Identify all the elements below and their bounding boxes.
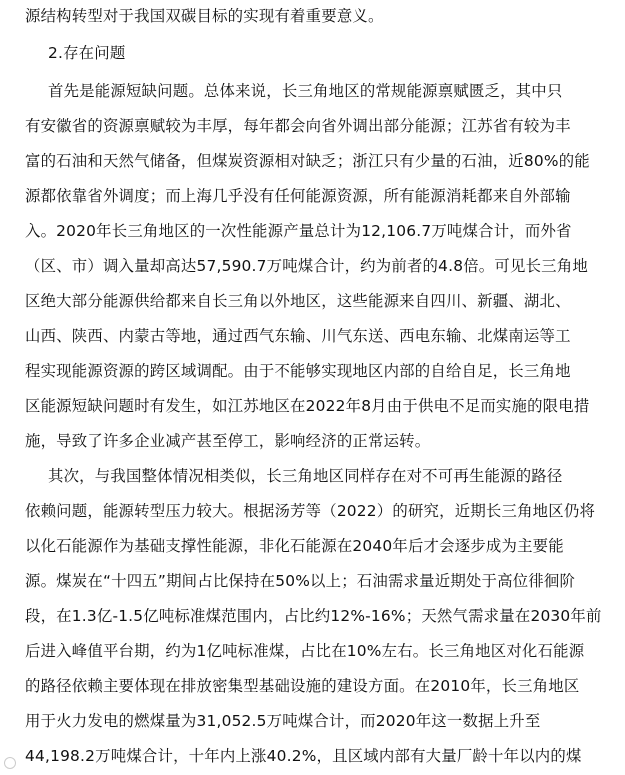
paragraph-line: 山西、陕西、内蒙古等地，通过西气东输、川气东送、西电东输、北煤南运等工: [25, 327, 571, 345]
paragraph-line: 首先是能源短缺问题。总体来说，长三角地区的常规能源禀赋匮乏，其中只: [48, 82, 563, 100]
paragraph-line: 以化石能源作为基础支撑性能源，非化石能源在2040年后才会逐步成为主要能: [25, 537, 564, 555]
watermark: [4, 757, 16, 769]
watermark-logo-icon: [4, 757, 16, 769]
paragraph-line: 有安徽省的资源禀赋较为丰厚，每年都会向省外调出部分能源；江苏省有较为丰: [25, 117, 571, 135]
paragraph-line: 44,198.2万吨煤合计，十年内上涨40.2%，且区域内部有大量厂龄十年以内的煤: [25, 747, 582, 765]
paragraph-line: 区能源短缺问题时有发生，如江苏地区在2022年8月由于供电不足而实施的限电措: [25, 397, 590, 415]
paragraph-line: 源。煤炭在“十四五”期间占比保持在50%以上；石油需求量近期处于高位徘徊阶: [25, 572, 576, 590]
paragraph-line: 依赖问题，能源转型压力较大。根据汤芳等（2022）的研究，近期长三角地区仍将: [25, 502, 596, 520]
paragraph-line: 用于火力发电的燃煤量为31,052.5万吨煤合计，而2020年这一数据上升至: [25, 712, 541, 730]
paragraph-line: 施，导致了许多企业减产甚至停工，影响经济的正常运转。: [25, 432, 431, 450]
paragraph-line: 后进入峰值平台期，约为1亿吨标准煤，占比在10%左右。长三角地区对化石能源: [25, 642, 585, 660]
paragraph-line: （区、市）调入量却高达57,590.7万吨煤合计，约为前者的4.8倍。可见长三角地: [25, 257, 588, 275]
paragraph-line: 富的石油和天然气储备，但煤炭资源相对缺乏；浙江只有少量的石油，近80%的能: [25, 152, 590, 170]
section-heading: 2.存在问题: [48, 44, 126, 62]
paragraph-line: 入。2020年长三角地区的一次性能源产量总计为12,106.7万吨煤合计，而外省: [25, 222, 572, 240]
paragraph-line: 段，在1.3亿-1.5亿吨标准煤范围内，占比约12%-16%；天然气需求量在2030年前: [25, 607, 602, 625]
paragraph-line: 程实现能源资源的跨区域调配。由于不能够实现地区内部的自给自足，长三角地: [25, 362, 571, 380]
paragraph-line: 的路径依赖主要体现在排放密集型基础设施的建设方面。在2010年，长三角地区: [25, 677, 580, 695]
paragraph-line: 源结构转型对于我国双碳目标的实现有着重要意义。: [25, 7, 384, 25]
paragraph-line: 区绝大部分能源供给都来自长三角以外地区，这些能源来自四川、新疆、湖北、: [25, 292, 571, 310]
paragraph-line: 源都依靠省外调度；而上海几乎没有任何能源资源，所有能源消耗都来自外部输: [25, 187, 571, 205]
paragraph-line: 其次，与我国整体情况相类似，长三角地区同样存在对不可再生能源的路径: [48, 467, 563, 485]
